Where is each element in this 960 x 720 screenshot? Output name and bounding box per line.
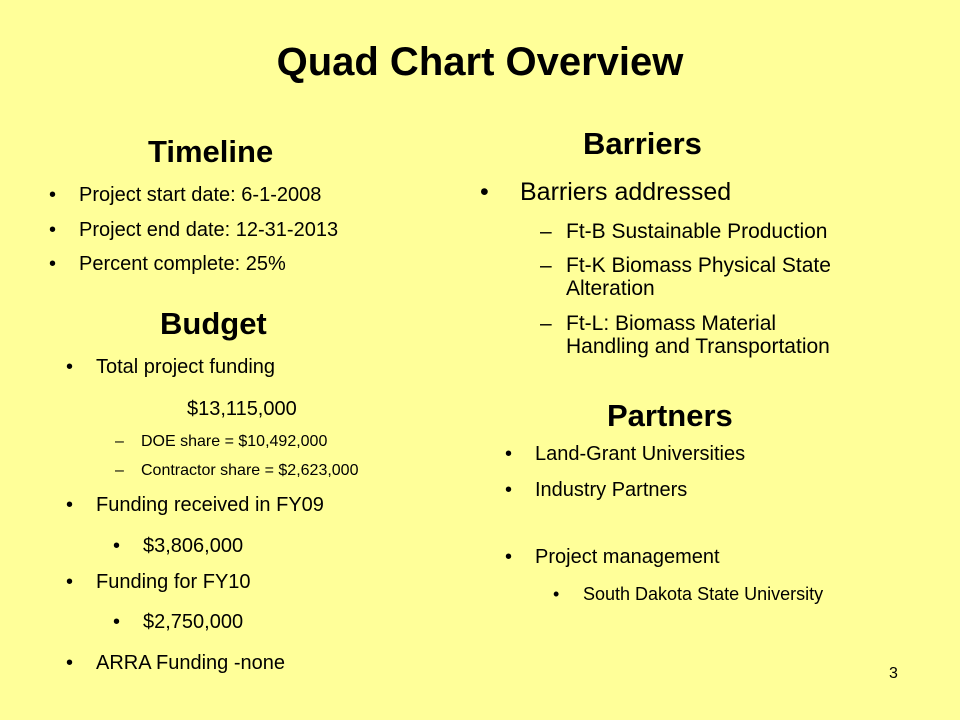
partner-item-land-grant: • Land-Grant Universities bbox=[505, 443, 746, 465]
budget-fy10-value: • $2,750,000 bbox=[113, 611, 244, 633]
barrier-item-ft-l: – Ft-L: Biomass Material Handling and Transportation bbox=[540, 312, 830, 358]
budget-contractor-share: – Contractor share = $2,623,000 bbox=[115, 462, 359, 479]
timeline-heading: Timeline bbox=[148, 134, 274, 169]
page-number: 3 bbox=[889, 665, 898, 682]
budget-total-label: • Total project funding bbox=[66, 356, 276, 378]
barrier-item-ft-b: – Ft-B Sustainable Production bbox=[540, 220, 828, 243]
slide-title: Quad Chart Overview bbox=[276, 40, 684, 84]
budget-fy09-label: • Funding received in FY09 bbox=[66, 494, 324, 516]
barriers-heading: Barriers bbox=[583, 126, 702, 161]
budget-fy10-label: • Funding for FY10 bbox=[66, 571, 251, 593]
partner-item-industry: • Industry Partners bbox=[505, 479, 688, 501]
partner-management-label: • Project management bbox=[505, 546, 720, 568]
barrier-item-ft-k: – Ft-K Biomass Physical State Alteration bbox=[540, 254, 831, 300]
partners-heading: Partners bbox=[607, 398, 733, 433]
timeline-item-percent: • Percent complete: 25% bbox=[49, 253, 286, 275]
partner-management-value: • South Dakota State University bbox=[553, 584, 824, 604]
timeline-item-end: • Project end date: 12-31-2013 bbox=[49, 219, 339, 241]
budget-doe-share: – DOE share = $10,492,000 bbox=[115, 433, 328, 450]
timeline-item-start: • Project start date: 6-1-2008 bbox=[49, 184, 322, 206]
barriers-lead: • Barriers addressed bbox=[480, 178, 732, 206]
budget-heading: Budget bbox=[160, 306, 267, 341]
budget-total-value: $13,115,000 bbox=[187, 398, 297, 420]
budget-fy09-value: • $3,806,000 bbox=[113, 535, 244, 557]
budget-arra: • ARRA Funding -none bbox=[66, 652, 286, 674]
